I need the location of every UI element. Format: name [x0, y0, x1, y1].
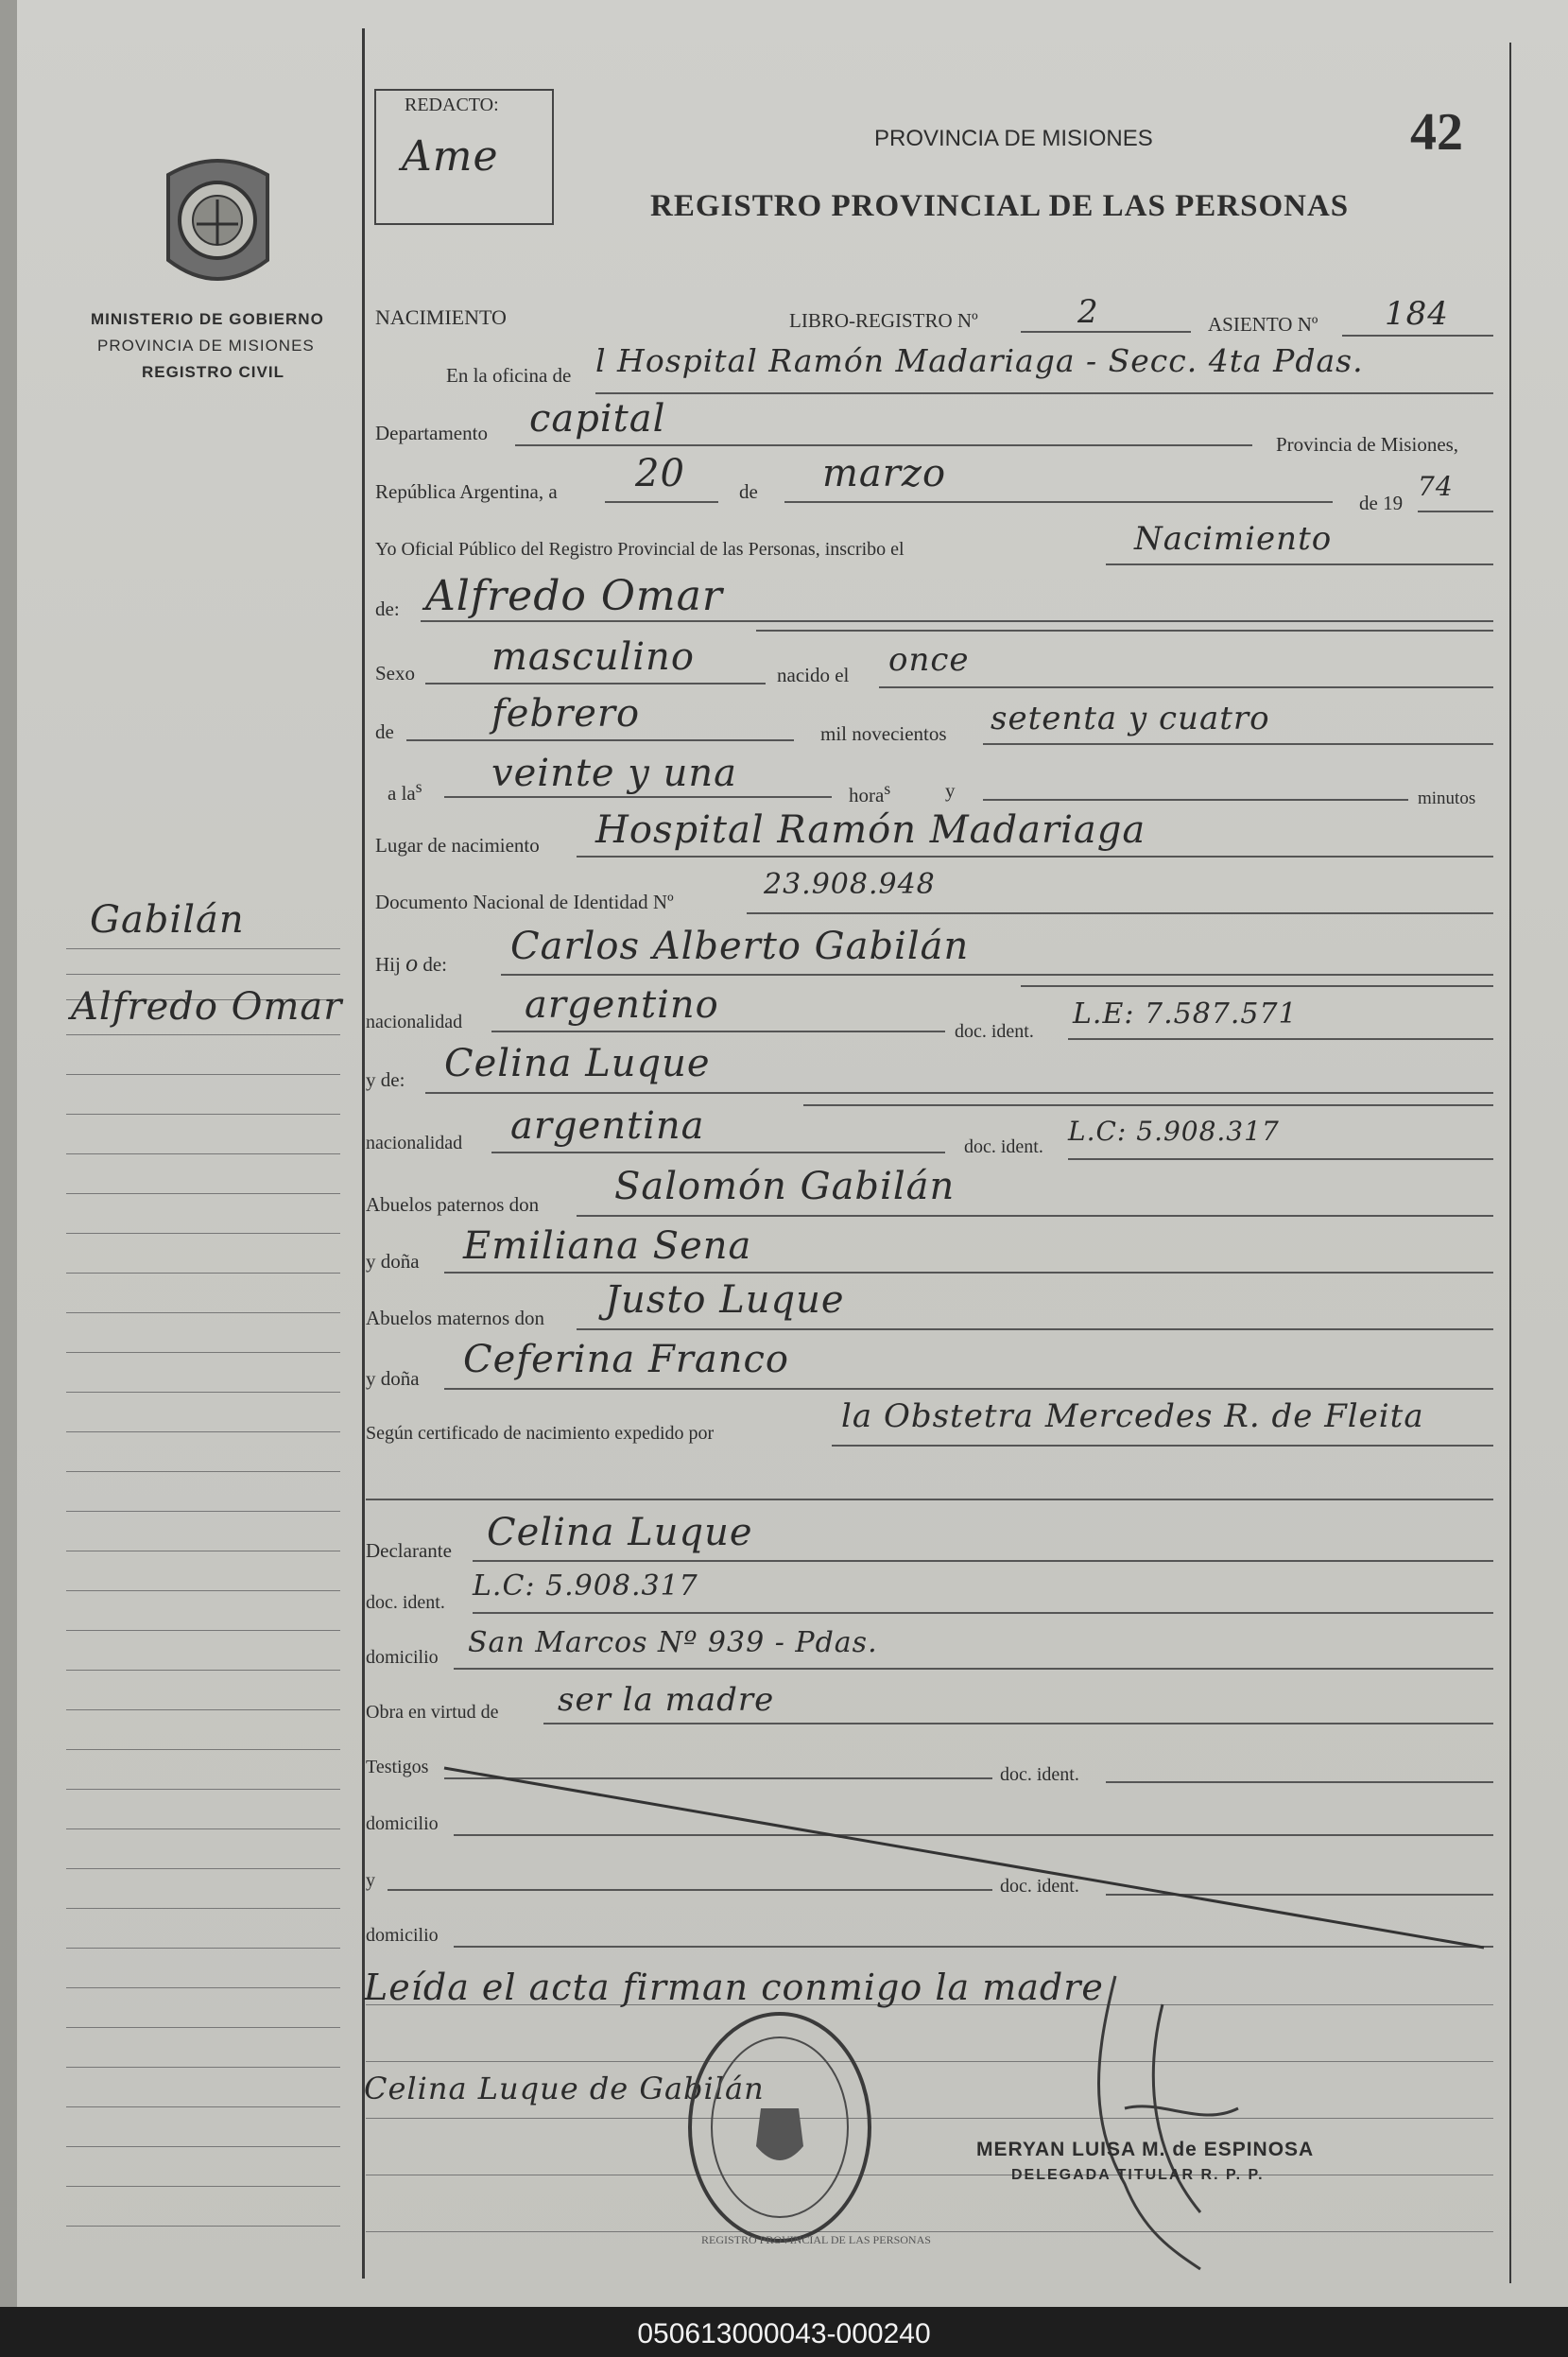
- asiento-label: ASIENTO Nº: [1208, 313, 1318, 336]
- certificado-line: [832, 1445, 1493, 1447]
- madre-nac-line: [491, 1152, 945, 1153]
- republica-label: República Argentina, a: [375, 480, 558, 503]
- decl-doc-line: [473, 1612, 1493, 1614]
- mes-nac-value: febrero: [491, 692, 641, 736]
- domicilio-line: [454, 1668, 1493, 1670]
- ministry-seal-icon: [159, 156, 277, 288]
- mil-label: mil novecientos: [820, 722, 947, 745]
- y2-label: y: [366, 1870, 375, 1891]
- declarante-value: Celina Luque: [487, 1511, 753, 1554]
- dni-value: 23.908.948: [764, 868, 936, 901]
- nacido-value: once: [888, 641, 970, 679]
- page-number: 42: [1410, 103, 1463, 162]
- official-title: DELEGADA TITULAR R. P. P.: [1011, 2167, 1265, 2183]
- province-heading: PROVINCIA DE MISIONES: [874, 126, 1153, 151]
- abuelos-pat-label: Abuelos paternos don: [366, 1193, 540, 1216]
- padre-nac-value: argentino: [525, 983, 719, 1027]
- anio-nac-line: [983, 743, 1493, 745]
- asiento-line: [1342, 335, 1493, 337]
- asiento-value: 184: [1385, 295, 1449, 333]
- departamento-value: capital: [529, 397, 666, 441]
- right-vertical-rule: [1509, 43, 1511, 2283]
- ydona-pat-label: y doña: [366, 1250, 420, 1273]
- witness-cancel-line: [435, 1759, 1503, 1967]
- obra-value: ser la madre: [558, 1681, 775, 1719]
- closing-line-2: [366, 2061, 1493, 2062]
- dni-line: [747, 912, 1493, 914]
- closing-line-5: [366, 2231, 1493, 2232]
- padre-value: Carlos Alberto Gabilán: [510, 925, 970, 968]
- abuelo-pat-line: [577, 1215, 1493, 1217]
- round-stamp-text: REGISTRO PROVINCIAL DE LAS PERSONAS: [701, 2233, 931, 2246]
- nombre-value: Alfredo Omar: [425, 572, 723, 620]
- registry-heading: REGISTRO PROVINCIAL DE LAS PERSONAS: [650, 189, 1350, 223]
- year-value: 74: [1418, 471, 1454, 502]
- hora-sup: s: [884, 779, 891, 798]
- sexo-label: Sexo: [375, 662, 415, 685]
- certificado-label: Según certificado de nacimiento expedido por: [366, 1423, 715, 1444]
- hora-text: hora: [849, 784, 885, 806]
- oficina-line: [595, 392, 1493, 394]
- ala-label: [388, 777, 422, 806]
- madre-nac-label: nacionalidad: [366, 1133, 463, 1153]
- madre-nac-value: argentina: [510, 1104, 705, 1148]
- padre-line-2: [1021, 985, 1493, 987]
- certificado-line-2: [366, 1499, 1493, 1500]
- lugar-value: Hospital Ramón Madariaga: [595, 808, 1146, 852]
- testigos-label: Testigos: [366, 1757, 429, 1777]
- month-value: marzo: [822, 452, 947, 495]
- madre-doc-label: doc. ident.: [964, 1136, 1043, 1157]
- sexo-value: masculino: [491, 635, 695, 679]
- abuela-mat-line: [444, 1388, 1493, 1390]
- doc-ident-label: doc. ident.: [955, 1021, 1034, 1042]
- left-vertical-rule: [362, 28, 365, 2279]
- test-doc2-label: doc. ident.: [1000, 1876, 1079, 1897]
- departamento-label: Departamento: [375, 422, 488, 444]
- minutos-label: minutos: [1418, 789, 1476, 808]
- obra-label: Obra en virtud de: [366, 1702, 499, 1723]
- dni-label: Documento Nacional de Identidad Nº: [375, 891, 674, 913]
- de-colon-label: de:: [375, 598, 400, 620]
- inscribo-value: Nacimiento: [1134, 520, 1333, 558]
- registro-civil-label: REGISTRO CIVIL: [142, 363, 284, 381]
- oficina-value: l Hospital Ramón Madariaga - Secc. 4ta Pdas.: [595, 342, 1364, 379]
- year-line: [1418, 511, 1493, 512]
- month-line: [784, 501, 1333, 503]
- ydona-mat-label: y doña: [366, 1367, 420, 1390]
- lugar-line: [577, 856, 1493, 858]
- lugar-label: Lugar de nacimiento: [375, 834, 540, 857]
- abuelos-mat-label: Abuelos maternos don: [366, 1307, 544, 1329]
- nombre-line-2: [756, 630, 1493, 632]
- redacto-initials: Ame: [402, 132, 499, 181]
- certificado-value: la Obstetra Mercedes R. de Fleita: [841, 1397, 1424, 1435]
- padre-doc-line: [1068, 1038, 1493, 1040]
- form-type: NACIMIENTO: [375, 305, 507, 329]
- departamento-line: [515, 444, 1252, 446]
- de2-label: de: [375, 720, 394, 743]
- nacionalidad-label: nacionalidad: [366, 1012, 463, 1032]
- sexo-line: [425, 683, 766, 685]
- padre-line: [501, 974, 1493, 976]
- hora-value: veinte y una: [491, 752, 737, 795]
- mes-nac-line: [406, 739, 794, 741]
- registry-round-stamp-icon: [681, 2004, 879, 2250]
- day-line: [605, 501, 718, 503]
- hijo-text: Hij: [375, 953, 401, 976]
- ministry-province-label: PROVINCIA DE MISIONES: [97, 337, 315, 355]
- de-label: de: [739, 480, 758, 503]
- mother-signature: Celina Luque de Gabilán: [364, 2071, 765, 2106]
- dom2-label: domicilio: [366, 1925, 439, 1946]
- test-doc-label: doc. ident.: [1000, 1764, 1079, 1785]
- official-name: MERYAN LUISA M. de ESPINOSA: [976, 2139, 1315, 2160]
- abuelo-mat-value: Justo Luque: [605, 1278, 845, 1322]
- margin-given-names: Alfredo Omar: [71, 985, 343, 1029]
- abuelo-pat-value: Salomón Gabilán: [614, 1165, 956, 1208]
- libro-line: [1021, 331, 1191, 333]
- closing-statement: Leída el acta firman conmigo la madre: [364, 1967, 1104, 2008]
- decl-doc-label: doc. ident.: [366, 1592, 445, 1613]
- madre-doc-line: [1068, 1158, 1493, 1160]
- dom1-label: domicilio: [366, 1813, 439, 1834]
- yde-label: y de:: [366, 1068, 405, 1091]
- decl-doc-value: L.C: 5.908.317: [473, 1569, 698, 1603]
- abuela-mat-value: Ceferina Franco: [463, 1338, 789, 1381]
- redacto-label: REDACTO:: [405, 95, 499, 115]
- abuela-pat-value: Emiliana Sena: [463, 1224, 752, 1268]
- domicilio-label: domicilio: [366, 1647, 439, 1668]
- page-binding: [0, 0, 17, 2307]
- declarante-label: Declarante: [366, 1539, 452, 1562]
- closing-line-3: [366, 2118, 1493, 2119]
- nacido-line: [879, 686, 1493, 688]
- hijo-de: de:: [422, 953, 447, 976]
- ministry-label: MINISTERIO DE GOBIERNO: [91, 310, 324, 328]
- abuelo-mat-line: [577, 1328, 1493, 1330]
- hijo-label: [375, 949, 447, 978]
- abuela-pat-line: [444, 1272, 1493, 1274]
- declarante-line: [473, 1560, 1493, 1562]
- document-id: 050613000043-000240: [637, 2318, 931, 2349]
- margin-surname: Gabilán: [90, 898, 245, 942]
- domicilio-value: San Marcos Nº 939 - Pdas.: [468, 1626, 878, 1659]
- year-label: de 19: [1359, 492, 1404, 514]
- anio-nac-value: setenta y cuatro: [991, 700, 1270, 737]
- madre-value: Celina Luque: [444, 1042, 711, 1085]
- ala-sup: s: [415, 777, 422, 796]
- hora-line: [444, 796, 832, 798]
- nacido-label: nacido el: [777, 664, 850, 686]
- padre-nac-line: [491, 1031, 945, 1032]
- oficina-label: En la oficina de: [446, 364, 572, 387]
- document-id-bar: [0, 2307, 1568, 2357]
- inscribo-line: [1106, 563, 1493, 565]
- minutos-line: [983, 799, 1408, 801]
- ala-text: a la: [388, 782, 416, 805]
- hora-label: [849, 779, 890, 807]
- libro-value: 2: [1077, 293, 1099, 331]
- madre-line: [425, 1092, 1493, 1094]
- oficial-label: Yo Oficial Público del Registro Provincial de las Personas, inscribo el: [375, 539, 905, 560]
- official-signature: [1059, 1967, 1276, 2279]
- obra-line: [543, 1723, 1493, 1724]
- day-value: 20: [635, 452, 685, 495]
- padre-doc-value: L.E: 7.587.571: [1073, 997, 1298, 1031]
- madre-line-2: [803, 1104, 1493, 1106]
- provincia-suffix: Provincia de Misiones,: [1276, 433, 1459, 456]
- y-label: y: [945, 779, 956, 802]
- nombre-line: [421, 620, 1493, 622]
- libro-label: LIBRO-REGISTRO Nº: [789, 309, 978, 332]
- madre-doc-value: L.C: 5.908.317: [1068, 1116, 1280, 1147]
- hijo-suffix: o: [405, 949, 419, 977]
